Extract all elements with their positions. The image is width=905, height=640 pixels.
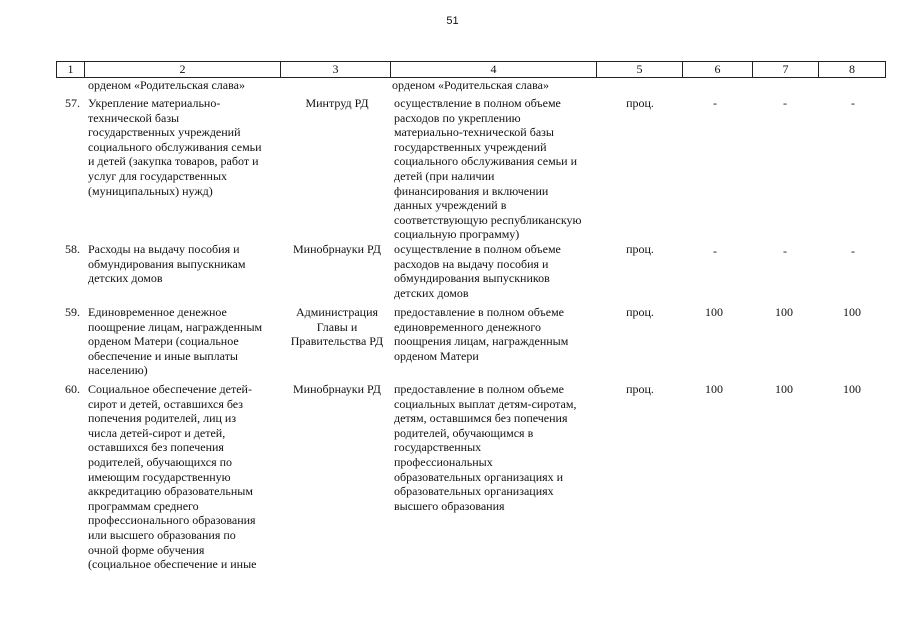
row-number: 60. <box>65 382 80 396</box>
header-col-8: 8 <box>849 62 855 76</box>
row-value-col8: - <box>851 244 855 258</box>
row-value-col7: 100 <box>775 382 793 396</box>
row-number: 59. <box>65 305 80 319</box>
continuation-indicator: орденом «Родительская слава» <box>392 78 549 92</box>
header-col-4: 4 <box>391 62 597 77</box>
row-unit: проц. <box>626 305 654 319</box>
row-value-col8: - <box>851 96 855 110</box>
row-indicator: осуществление в полном объеме расходов по укреплению материально-технической базы государственных учреждений социального обслуживания семьи и детей (при наличии финансирования и включении данных учреждений в соответствующую республиканскую социальную программу) <box>394 96 582 242</box>
row-indicator: предоставление в полном объеме единовременного денежного поощрения лицам, награжденным орденом Матери <box>394 305 569 363</box>
row-value-col6: - <box>713 96 717 110</box>
row-unit: проц. <box>626 382 654 396</box>
row-executor: Минобрнауки РД <box>293 382 381 396</box>
row-value-col6: 100 <box>705 305 723 319</box>
header-col-5: 5 <box>597 62 683 77</box>
row-value-col7: - <box>783 244 787 258</box>
header-col-3: 3 <box>281 62 391 77</box>
header-col-6: 6 <box>683 62 753 77</box>
row-executor: Минобрнауки РД <box>293 242 381 256</box>
row-value-col6: 100 <box>705 382 723 396</box>
row-executor: Минтруд РД <box>305 96 369 110</box>
row-name: Социальное обеспечение детей- сирот и детей, оставшихся без попечения родителей, лиц из числа детей-сирот и детей, оставшихся без попечения родителей, обучающихся по имеющим государственную аккредитацию образовательным программам среднего профессионального образования или высшего образования по очной форме обучения (социальное обеспечение и иные <box>88 382 257 572</box>
row-number: 58. <box>65 242 80 256</box>
row-name: Единовременное денежное поощрение лицам, награжденным орденом Матери (социальное обеспечение и иные выплаты населению) <box>88 305 263 378</box>
row-unit: проц. <box>626 96 654 110</box>
row-unit: проц. <box>626 242 654 256</box>
row-value-col7: 100 <box>775 305 793 319</box>
row-number: 57. <box>65 96 80 110</box>
header-col-2: 2 <box>85 62 281 77</box>
table-header-row <box>56 61 886 78</box>
row-executor: Администрация Главы и Правительства РД <box>290 305 384 349</box>
row-value-col8: 100 <box>843 305 861 319</box>
row-name: Расходы на выдачу пособия и обмундирования выпускникам детских домов <box>88 242 246 286</box>
page-number: 51 <box>446 15 459 27</box>
continuation-name: орденом «Родительская слава» <box>88 78 245 92</box>
row-indicator: осуществление в полном объеме расходов на выдачу пособия и обмундирования выпускников детских домов <box>394 242 561 300</box>
header-col-7: 7 <box>753 62 819 77</box>
header-col-1: 1 <box>57 62 85 77</box>
row-value-col8: 100 <box>843 382 861 396</box>
row-value-col6: - <box>713 244 717 258</box>
row-value-col7: - <box>783 96 787 110</box>
row-name: Укрепление материально- технической базы государственных учреждений социального обслуживания семьи и детей (закупка товаров, работ и услуг для государственных (муниципальных) нужд) <box>88 96 262 198</box>
row-indicator: предоставление в полном объеме социальных выплат детям-сиротам, детям, оставшимся без попечения родителей, обучающимся в государственных профессиональных образовательных организациях и образовательных организациях высшего образования <box>394 382 577 513</box>
